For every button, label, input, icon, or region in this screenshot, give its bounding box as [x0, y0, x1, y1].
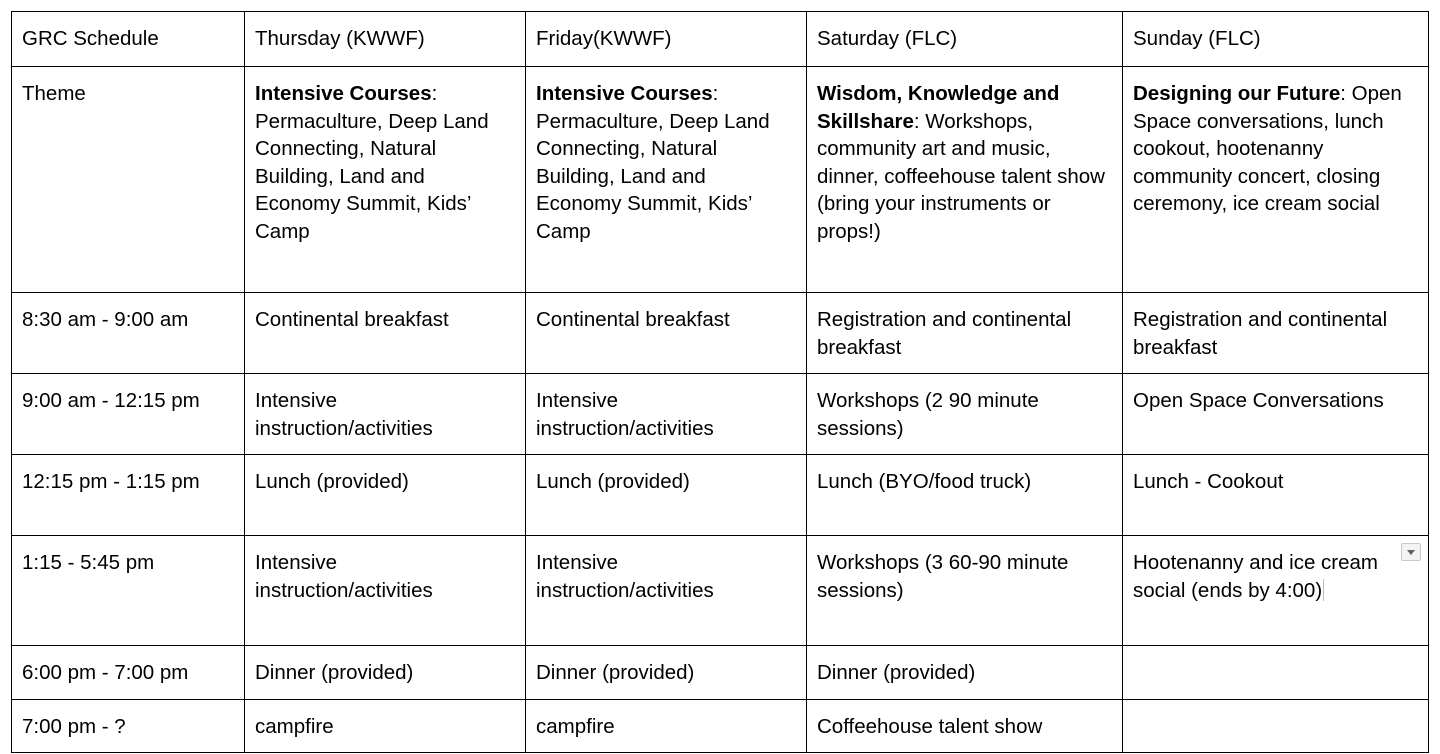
header-cell-saturday[interactable]: Saturday (FLC) [807, 12, 1123, 67]
cell-saturday[interactable]: Workshops (2 90 minute sessions) [807, 374, 1123, 455]
table-row [12, 646, 1429, 700]
theme-title: Intensive Courses [536, 82, 713, 105]
table-row [12, 455, 1429, 536]
theme-description: : Permaculture, Deep Land Connecting, Natural Building, Land and Economy Summit, Kids’ Camp [536, 82, 770, 243]
table-row [12, 699, 1429, 753]
schedule-table-wrapper [11, 11, 1429, 753]
cell-sunday[interactable]: Registration and continental breakfast [1123, 293, 1429, 374]
table-row [12, 293, 1429, 374]
theme-description: : Open Space conversations, lunch cookout, hootenanny community concert, closing ceremony, ice cream social [1133, 82, 1402, 215]
cell-thursday[interactable]: Intensive instruction/activities [245, 374, 526, 455]
theme-cell-thursday[interactable] [245, 67, 526, 293]
cell-thursday[interactable]: campfire [245, 699, 526, 753]
theme-title: Wisdom, Knowledge and Skillshare [817, 82, 1060, 133]
header-cell-thursday[interactable]: Thursday (KWWF) [245, 12, 526, 67]
theme-cell-friday[interactable] [526, 67, 807, 293]
cell-friday[interactable]: Intensive instruction/activities [526, 536, 807, 646]
cell-text: Hootenanny and ice cream social (ends by 4:00) [1133, 551, 1379, 602]
theme-cell-sunday[interactable] [1123, 67, 1429, 293]
cell-thursday[interactable]: Continental breakfast [245, 293, 526, 374]
time-cell[interactable]: 9:00 am - 12:15 pm [12, 374, 245, 455]
cell-saturday[interactable]: Coffeehouse talent show [807, 699, 1123, 753]
time-cell[interactable]: 12:15 pm - 1:15 pm [12, 455, 245, 536]
cell-thursday[interactable]: Dinner (provided) [245, 646, 526, 700]
time-cell[interactable]: 6:00 pm - 7:00 pm [12, 646, 245, 700]
time-cell[interactable]: 7:00 pm - ? [12, 699, 245, 753]
cell-friday[interactable]: campfire [526, 699, 807, 753]
theme-title: Intensive Courses [255, 82, 432, 105]
theme-label-cell[interactable]: Theme [12, 67, 245, 293]
cell-thursday[interactable]: Intensive instruction/activities [245, 536, 526, 646]
theme-row [12, 67, 1429, 293]
table-header-row [12, 12, 1429, 67]
cell-sunday-active[interactable] [1123, 536, 1429, 646]
cell-sunday[interactable] [1123, 699, 1429, 753]
cell-saturday[interactable]: Lunch (BYO/food truck) [807, 455, 1123, 536]
cell-sunday[interactable]: Lunch - Cookout [1123, 455, 1429, 536]
table-row [12, 536, 1429, 646]
cell-friday[interactable]: Dinner (provided) [526, 646, 807, 700]
time-cell[interactable]: 8:30 am - 9:00 am [12, 293, 245, 374]
theme-description: : Permaculture, Deep Land Connecting, Natural Building, Land and Economy Summit, Kids’ Camp [255, 82, 489, 243]
header-cell-sunday[interactable]: Sunday (FLC) [1123, 12, 1429, 67]
schedule-table [11, 11, 1429, 753]
header-cell-schedule[interactable]: GRC Schedule [12, 12, 245, 67]
table-row [12, 374, 1429, 455]
cell-saturday[interactable]: Workshops (3 60-90 minute sessions) [807, 536, 1123, 646]
time-cell[interactable]: 1:15 - 5:45 pm [12, 536, 245, 646]
cell-friday[interactable]: Intensive instruction/activities [526, 374, 807, 455]
chevron-down-icon[interactable] [1401, 543, 1421, 561]
text-cursor [1323, 579, 1324, 601]
cell-sunday[interactable]: Open Space Conversations [1123, 374, 1429, 455]
cell-saturday[interactable]: Dinner (provided) [807, 646, 1123, 700]
cell-sunday[interactable] [1123, 646, 1429, 700]
theme-cell-saturday[interactable] [807, 67, 1123, 293]
cell-thursday[interactable]: Lunch (provided) [245, 455, 526, 536]
theme-title: Designing our Future [1133, 82, 1341, 105]
cell-saturday[interactable]: Registration and continental breakfast [807, 293, 1123, 374]
theme-description: : Workshops, community art and music, dinner, coffeehouse talent show (bring your instruments or props!) [817, 109, 1105, 243]
cell-friday[interactable]: Continental breakfast [526, 293, 807, 374]
cell-friday[interactable]: Lunch (provided) [526, 455, 807, 536]
header-cell-friday[interactable]: Friday(KWWF) [526, 12, 807, 67]
